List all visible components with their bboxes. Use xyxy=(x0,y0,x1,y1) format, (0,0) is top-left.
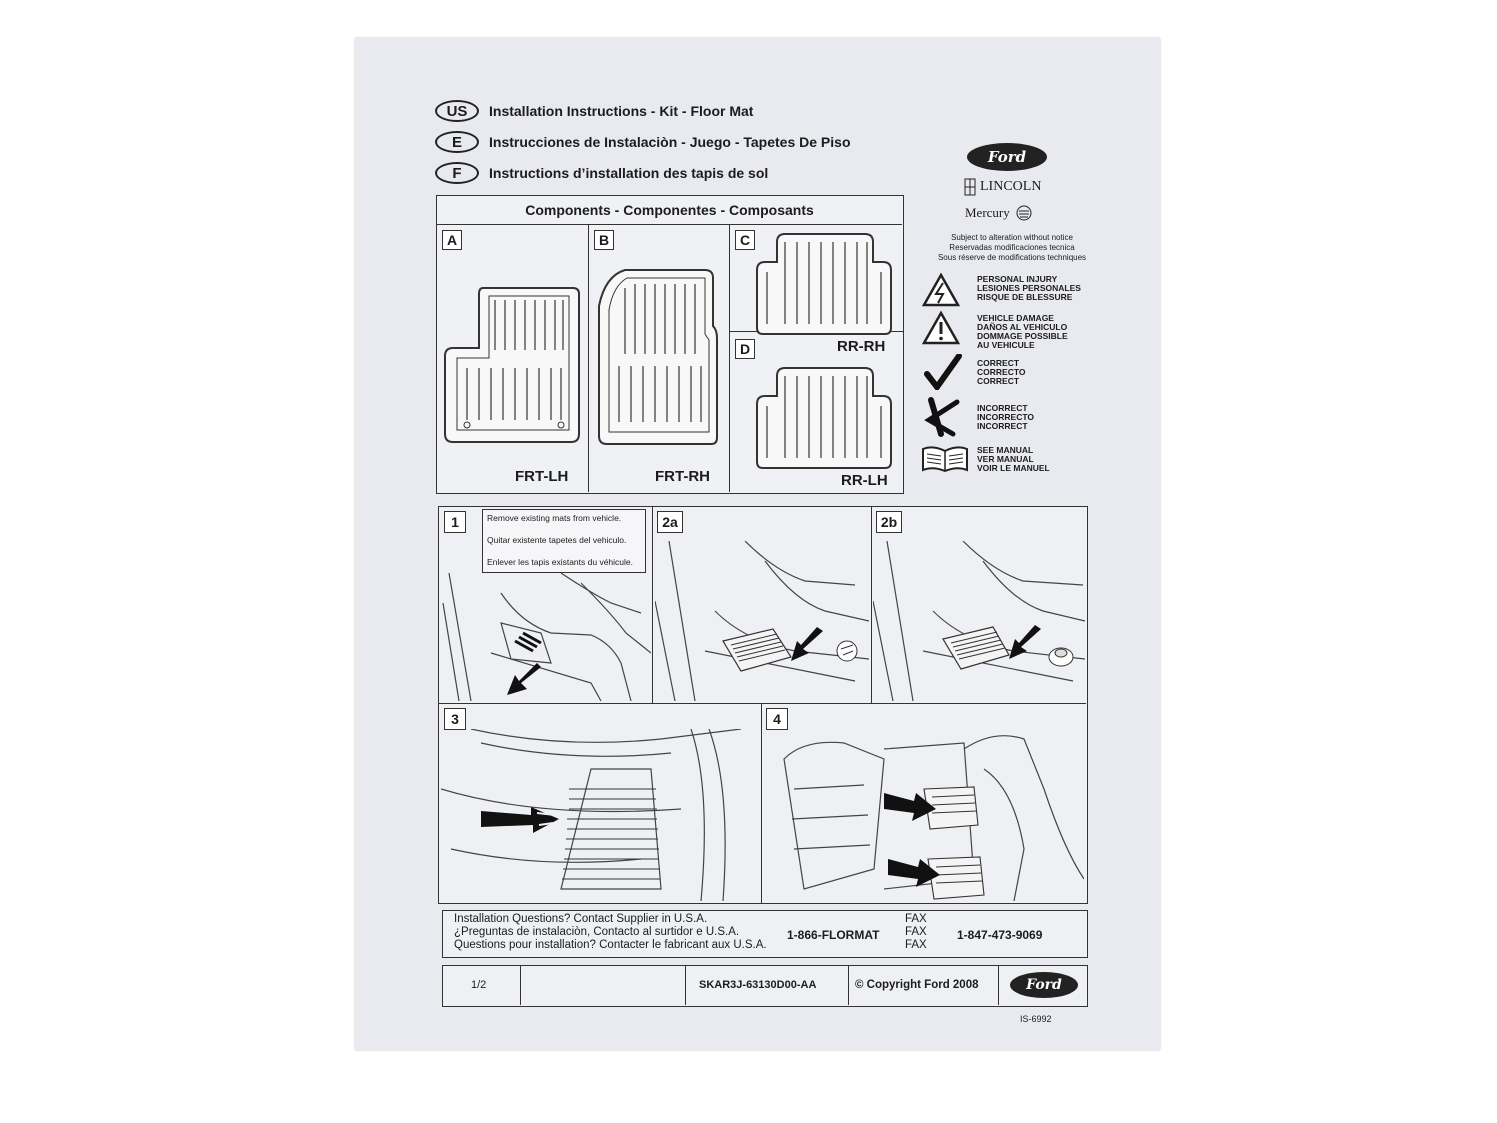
manual-book-icon xyxy=(921,443,969,473)
contact-line-fr: Questions pour installation? Contacter le fabricant aux U.S.A. xyxy=(454,939,767,951)
legend-incorrect-text xyxy=(977,404,1107,431)
title-row-fr xyxy=(435,162,768,184)
language-badge-us: US xyxy=(435,100,479,122)
legend-line: INCORRECT xyxy=(977,403,1028,413)
step-number-1: 1 xyxy=(444,511,466,533)
steps-panel xyxy=(438,506,1088,904)
divider xyxy=(761,703,762,903)
part-number: SKAR3J-63130D00-AA xyxy=(699,979,817,991)
lincoln-text: LINCOLN xyxy=(980,179,1042,194)
divider xyxy=(848,966,849,1005)
notice-line-en: Subject to alteration without notice xyxy=(951,233,1073,242)
ford-logo xyxy=(967,143,1047,171)
fax-label: FAX xyxy=(905,926,927,938)
fax-labels xyxy=(905,913,927,952)
footer-box xyxy=(442,965,1088,1007)
legend-vehicle-damage-text xyxy=(977,314,1107,350)
title-row-us xyxy=(435,100,753,122)
ford-logo-text: Ford xyxy=(987,148,1027,166)
notice-line-fr: Sous réserve de modifications techniques xyxy=(937,253,1087,262)
contact-line-es: ¿Preguntas de instalaciòn, Contacto al surtidor e U.S.A. xyxy=(454,926,740,938)
check-icon xyxy=(923,354,963,390)
contact-box xyxy=(442,910,1088,958)
legend-line: DAÑOS AL VEHICULO xyxy=(977,322,1068,332)
lincoln-star-icon xyxy=(963,178,977,196)
footer-ford-logo-text: Ford xyxy=(1026,977,1062,993)
legend-line: DOMMAGE POSSIBLE xyxy=(977,331,1068,341)
step2b-illustration xyxy=(873,541,1085,701)
step-number-2b: 2b xyxy=(876,511,902,533)
title-row-es xyxy=(435,131,851,153)
mat-label-rr-lh: RR-LH xyxy=(841,472,888,489)
lincoln-logo xyxy=(963,178,1041,196)
mat-frt-lh-illustration xyxy=(443,284,583,448)
divider xyxy=(520,966,521,1005)
contact-fax-number: 1-847-473-9069 xyxy=(957,928,1043,942)
step1-line-en: Remove existing mats from vehicle. xyxy=(487,513,622,523)
language-badge-es: E xyxy=(435,131,479,153)
warning-lightning-icon xyxy=(921,272,961,308)
mat-label-frt-lh: FRT-LH xyxy=(515,468,569,485)
mat-rr-lh-illustration xyxy=(755,366,895,470)
mat-frt-rh-illustration xyxy=(595,266,727,448)
step-number-4: 4 xyxy=(766,708,788,730)
legend-see-manual-text xyxy=(977,446,1107,473)
cross-icon xyxy=(923,396,963,438)
legend-line: VOIR LE MANUEL xyxy=(977,463,1050,473)
components-title: Components - Componentes - Composants xyxy=(437,196,902,225)
title-fr: Instructions d’installation des tapis de sol xyxy=(489,165,769,181)
divider xyxy=(998,966,999,1005)
legend-line: INCORRECT xyxy=(977,421,1028,431)
component-letter-c: C xyxy=(735,230,755,250)
legend-line: CORRECTO xyxy=(977,367,1026,377)
components-panel xyxy=(436,195,904,494)
mat-label-rr-rh: RR-RH xyxy=(837,338,886,355)
fax-label: FAX xyxy=(905,913,927,925)
legend-line: PERSONAL INJURY xyxy=(977,274,1058,284)
contact-phone: 1-866-FLORMAT xyxy=(787,928,880,942)
page-number: 1/2 xyxy=(471,979,487,991)
legend-line: CORRECT xyxy=(977,358,1020,368)
legend-line: VER MANUAL xyxy=(977,454,1034,464)
step-number-2a: 2a xyxy=(657,511,683,533)
legend-line: LESIONES PERSONALES xyxy=(977,283,1081,293)
notice-text xyxy=(937,233,1087,263)
copyright: © Copyright Ford 2008 xyxy=(855,979,979,991)
step2a-illustration xyxy=(655,541,869,701)
document-id: IS-6992 xyxy=(1020,1014,1052,1024)
language-badge-fr: F xyxy=(435,162,479,184)
divider xyxy=(729,224,730,492)
divider xyxy=(871,507,872,703)
title-us: Installation Instructions - Kit - Floor Mat xyxy=(489,103,754,119)
instruction-sheet xyxy=(355,38,1160,1050)
component-letter-a: A xyxy=(442,230,462,250)
step-number-3: 3 xyxy=(444,708,466,730)
component-letter-b: B xyxy=(594,230,614,250)
mat-label-frt-rh: FRT-RH xyxy=(655,468,710,485)
contact-lines xyxy=(454,913,767,952)
divider xyxy=(588,224,589,492)
mercury-text: Mercury xyxy=(965,205,1010,220)
component-letter-d: D xyxy=(735,339,755,359)
step1-illustration xyxy=(441,573,651,701)
legend-line: INCORRECTO xyxy=(977,412,1034,422)
fax-label: FAX xyxy=(905,939,927,951)
legend-correct-text xyxy=(977,359,1107,386)
divider xyxy=(652,507,653,703)
divider xyxy=(685,966,686,1005)
legend-line: VEHICLE DAMAGE xyxy=(977,313,1054,323)
step1-line-fr: Enlever les tapis existants du véhicule. xyxy=(487,557,633,567)
warning-exclamation-icon xyxy=(921,310,961,346)
divider xyxy=(439,703,1086,704)
mercury-emblem-icon xyxy=(1014,204,1034,222)
mat-rr-rh-illustration xyxy=(755,232,895,336)
legend-personal-injury-text xyxy=(977,275,1107,302)
legend-line: CORRECT xyxy=(977,376,1020,386)
legend-line: SEE MANUAL xyxy=(977,445,1034,455)
notice-line-es: Reservadas modificaciones tecnica xyxy=(949,243,1075,252)
step1-instruction-box xyxy=(482,509,646,573)
footer-ford-logo xyxy=(1010,972,1078,998)
step3-illustration xyxy=(441,729,759,901)
legend-line: AU VEHICULE xyxy=(977,340,1035,350)
mercury-logo xyxy=(965,204,1034,222)
step4-illustration xyxy=(764,729,1084,901)
title-es: Instrucciones de Instalaciòn - Juego - Tapetes De Piso xyxy=(489,134,851,150)
legend-line: RISQUE DE BLESSURE xyxy=(977,292,1073,302)
contact-line-en: Installation Questions? Contact Supplier in U.S.A. xyxy=(454,913,708,925)
step1-line-es: Quitar existente tapetes del vehiculo. xyxy=(487,535,627,545)
